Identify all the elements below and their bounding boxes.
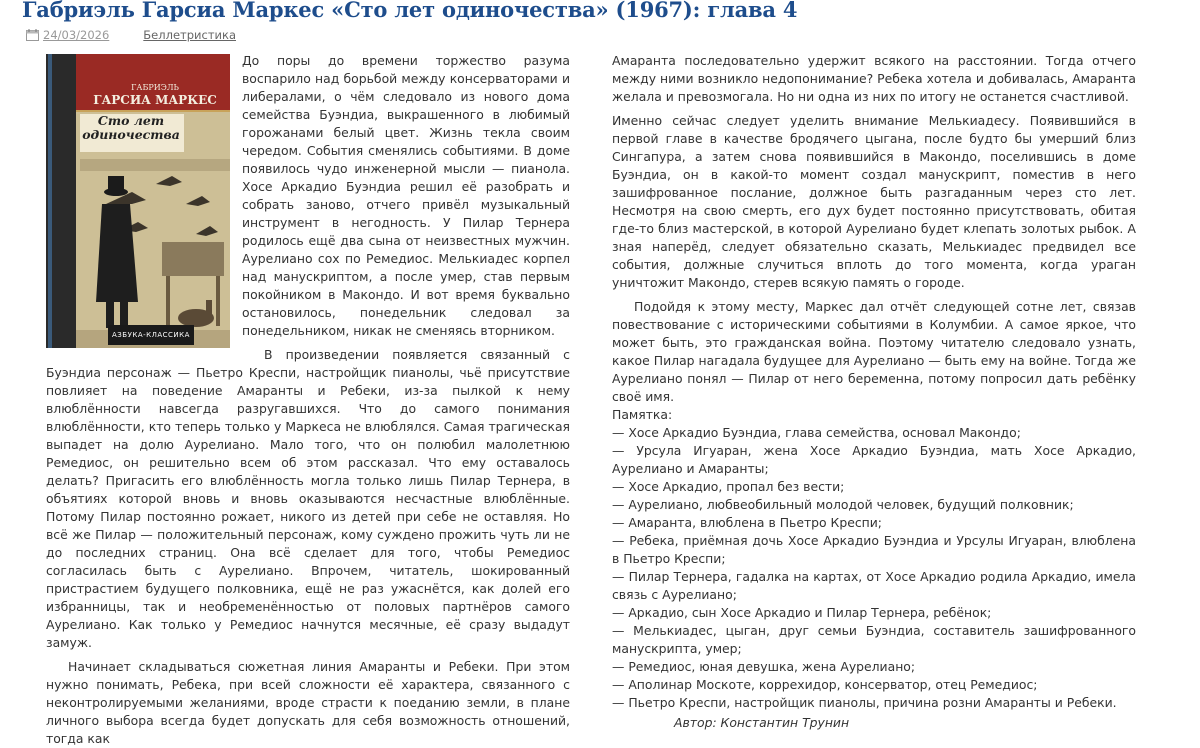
memo-item: — Аркадио, сын Хосе Аркадио и Пилар Тернера, ребёнок; xyxy=(612,605,992,620)
article-paragraph-3: Начинает складываться сюжетная линия Амаранты и Ребеки. При этом нужно понимать, Ребека, при всей сложности её характера, связанного с неконтролируемыми желаниями, вроде страсти к поеданию земли, в плане личного выбора всегда будет допускать для себя возможность отношений, тогда как xyxy=(46,659,570,746)
cover-author-first: ГАБРИЭЛЬ xyxy=(131,83,179,92)
memo-item: — Мелькиадес, цыган, друг семьи Буэндиа, составитель зашифрованного манускрипта, умер; xyxy=(612,623,1136,656)
memo-list xyxy=(612,424,1136,712)
article-paragraph-5: Именно сейчас следует уделить внимание Мелькиадесу. Появившийся в первой главе в качестве бродячего цыгана, после будто бы умерший близ Сингапура, а затем снова появившийся в Макондо, поселившись в доме Буэндиа, он в какой-то момент создал манускрипт, поместив в него зашифрованное послание, должное быть разгаданным через сто лет. Несмотря на свою смерть, его дух будет постоянно присутствовать, обитая где-то близ мастерской, в которой Аурелиано будет клепать золотых рыбок. А зная наперёд, следует обязательно сказать, Мелькиадес предвидел все события, должные случиться вплоть до того момента, когда ураган уничтожит Макондо, стерев всякую память о городе. xyxy=(612,113,1136,290)
memo-title: Памятка: xyxy=(612,407,673,422)
memo-item: — Ремедиос, юная девушка, жена Аурелиано; xyxy=(612,659,916,674)
article-paragraph-2: В произведении появляется связанный с Буэндиа персонаж — Пьетро Креспи, настройщик пианолы, чьё присутствие повлияет на поведение Амаранты и Ребеки, из-за пылкой к нему влюблённости навсегда разругавшихся. Что до самого понимания влюблённости, кто теперь только у Маркеса не влюблялся. Самая трагическая выпадет на долю Аурелиано. Мало того, что он полюбил малолетнюю Ремедиос, он решительно всем об этом рассказал. Что ему оставалось делать? Пригасить его влюблённость могла только лишь Пилар Тернера, в объятиях которой вновь и вновь оказываются несчастные влюблённые. Потому Пилар постоянно рожает, никого из детей при себе не оставляя. Но всё же Пилар — положительный персонаж, кому суждено прожить чуть ли не до последних страниц. Она всё сделает для того, чтобы Ремедиос согласилась быть с Аурелиано. Впрочем, читатель, шокированный пристрастием будущего полковника, ещё не раз ужаснётся, как долей его избранницы, так и необременённостью от половых партнёров самого Аурелиано. Как только у Ремедиос начнутся месячные, её сразу выдадут замуж. xyxy=(46,347,570,650)
article-column-right xyxy=(612,52,1136,732)
post-title[interactable]: Габриэль Гарсиа Маркес «Сто лет одиночества» (1967): глава 4 xyxy=(22,0,798,22)
calendar-icon xyxy=(26,29,39,41)
article-paragraph-1: До поры до времени торжество разума воспарило над борьбой между консерваторами и либералами, о чём следовало из нового дома семейства Буэндиа, выкрашенного в любимый горожанами белый цвет. Жизнь текла своим чередом. События сменялись событиями. В доме появилось чудо инженерной мысли — пианола. Хосе Аркадио Буэндиа решил её разобрать и собрать заново, отчего привёл музыкальный инструмент в негодность. У Пилар Тернера родилось ещё два сына от неизвестных мужчин. Аурелиано сох по Ремедиос. Мелькиадес корпел над манускриптом, а после умер, став первым покойником в Макондо. И вот время буквально остановилось, понедельник следовал за понедельником, никак не сменяясь вторником. xyxy=(242,53,570,338)
post-date[interactable]: 24/03/2026 xyxy=(43,28,110,42)
memo-item: — Хосе Аркадио Буэндиа, глава семейства, основал Макондо; xyxy=(612,425,1021,440)
memo-item: — Урсула Игуаран, жена Хосе Аркадио Буэндиа, мать Хосе Аркадио, Аурелиано и Амаранты; xyxy=(612,443,1136,476)
category-link[interactable]: Беллетристика xyxy=(143,28,236,42)
article-column-left xyxy=(46,52,570,748)
memo-item: — Хосе Аркадио, пропал без вести; xyxy=(612,479,845,494)
article-paragraph-4: Амаранта последовательно удержит всякого на расстоянии. Тогда отчего между ними возникло недопонимание? Ребека хотела и добивалась, Амаранта желала и превозмогала. Но ни одна из них по итогу не останется счастливой. xyxy=(612,53,1136,104)
memo-item: — Ребека, приёмная дочь Хосе Аркадио Буэндиа и Урсулы Игуаран, влюблена в Пьетро Креспи; xyxy=(612,533,1136,566)
cover-publisher: АЗБУКА-КЛАССИКА xyxy=(108,325,194,345)
book-cover xyxy=(46,54,230,348)
memo-item: — Амаранта, влюблена в Пьетро Креспи; xyxy=(612,515,882,530)
memo-item: — Аурелиано, любвеобильный молодой человек, будущий полковник; xyxy=(612,497,1074,512)
memo-item: — Аполинар Москоте, коррехидор, консерватор, отец Ремедиос; xyxy=(612,677,1038,692)
cover-title: Сто лет одиночества xyxy=(82,113,180,142)
memo-item: — Пилар Тернера, гадалка на картах, от Хосе Аркадио родила Аркадио, имела связь с Аурелиано; xyxy=(612,569,1136,602)
memo-item: — Пьетро Креспи, настройщик пианолы, причина розни Амаранты и Ребеки. xyxy=(612,695,1117,710)
author-signature: Автор: Константин Трунин xyxy=(674,715,850,730)
article-paragraph-6: Подойдя к этому месту, Маркес дал отчёт следующей сотне лет, связав повествование с историческими событиями в Колумбии. А самое яркое, что может быть, это гражданская война. Поэтому читателю следовало узнать, какое Пилар нагадала будущее для Аурелиано — быть ему на войне. Тогда же Аурелиано понял — Пилар от него беременна, потому попросил дать ребёнку своё имя. xyxy=(612,299,1136,404)
cover-author xyxy=(86,81,224,107)
post-meta xyxy=(26,28,236,42)
cover-author-last: ГАРСИА МАРКЕС xyxy=(93,93,217,107)
